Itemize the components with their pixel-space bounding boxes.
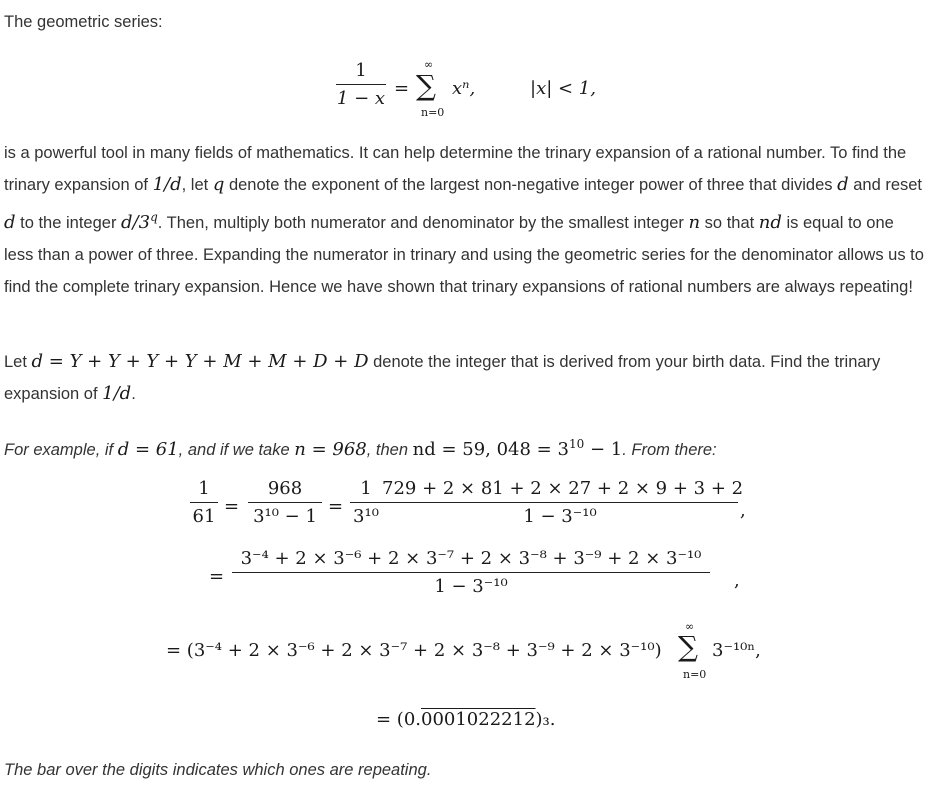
example-math-3: nd = 59, $048 = 3^{10} - 1$	[412, 437, 623, 460]
deriv-f3-num: 1	[360, 478, 372, 499]
para2-text-2: denote the integer that is derived from your birth data. Find the trinary expansion of	[4, 353, 881, 403]
para1-math-5: d/3$^q$	[121, 210, 158, 233]
deriv-f2-den: 3¹⁰ − 1	[253, 506, 317, 527]
para1-math-7: nd	[758, 212, 782, 233]
para1-math-3: d	[837, 174, 849, 195]
para1-text-8: is equal to one less than a power of three. Expanding the numerator in trinary and using the geometric series for the denominator allows us to find the complete trinary expansion. Hence we have shown that trinary expansions of rational numbers are always repeating!	[4, 214, 924, 296]
sigma-icon: ∑	[678, 630, 698, 663]
para1-text-7: so that	[700, 214, 759, 232]
para1-text-2: , let	[181, 176, 213, 194]
deriv-equals-2: =	[328, 496, 344, 517]
para1-math-1: 1/d	[152, 174, 182, 195]
repeating-note: The bar over the digits indicates which ones are repeating.	[4, 761, 432, 779]
result-suffix: )₃.	[535, 709, 556, 730]
series-lhs-fraction	[336, 60, 386, 109]
deriv-f4-den: 1 − 3⁻¹⁰	[523, 506, 597, 527]
series-lhs-denominator: 1 − x	[336, 88, 386, 109]
para2-text-3: .	[131, 385, 136, 403]
deriv-f1-num: 1	[198, 478, 210, 499]
para1-text-6: . Then, multiply both numerator and denominator by the smallest integer	[157, 214, 689, 232]
para1-text-4: and reset	[848, 176, 923, 194]
deriv-f2-num: 968	[267, 478, 303, 499]
deriv-f3-den: 3¹⁰	[353, 506, 379, 527]
series-condition: |x| < 1,	[530, 78, 596, 99]
para1-math-2: q	[212, 174, 225, 195]
example-text-1: For example, if	[4, 441, 118, 459]
result-prefix: = (0.	[376, 709, 421, 730]
series-equals: =	[394, 78, 410, 99]
sigma-icon: ∑	[416, 69, 436, 102]
para2-text-1: Let	[4, 353, 32, 371]
deriv-f5-num: 3⁻⁴ + 2 × 3⁻⁶ + 2 × 3⁻⁷ + 2 × 3⁻⁸ + 3⁻⁹ + 2 × 3⁻¹⁰	[240, 548, 702, 569]
deriv-f1-den: 61	[192, 506, 216, 527]
deriv-fraction-3	[350, 478, 382, 527]
example-text-4: . From there:	[622, 441, 717, 459]
deriv-f5-den: 1 − 3⁻¹⁰	[434, 576, 508, 597]
para1-math-4: d	[4, 212, 16, 233]
deriv-fraction-4	[382, 478, 744, 527]
deriv-sum-term: 3⁻¹⁰ⁿ,	[712, 640, 761, 661]
para1-math-6: n	[688, 212, 701, 233]
intro-text: The geometric series:	[4, 13, 163, 31]
series-lhs-numerator: 1	[355, 60, 367, 81]
repeating-digits: 0001022212	[421, 709, 536, 730]
deriv-line3-expression: = (3⁻⁴ + 2 × 3⁻⁶ + 2 × 3⁻⁷ + 2 × 3⁻⁸ + 3⁻⁹ + 2 × 3⁻¹⁰)	[166, 640, 662, 661]
explanation-paragraph	[4, 137, 926, 303]
deriv-comma-1: ,	[740, 500, 746, 521]
example-math-2: n = 968	[294, 439, 367, 460]
example-text-2: , and if we take	[178, 441, 295, 459]
series-term: xⁿ,	[452, 78, 476, 99]
deriv-equals-3: =	[209, 566, 225, 587]
deriv-comma-2: ,	[734, 570, 740, 591]
deriv-sum-lower: n=0	[683, 668, 707, 681]
example-paragraph	[4, 428, 926, 466]
deriv-f4-num: 729 + 2 × 81 + 2 × 27 + 2 × 9 + 3 + 2	[382, 478, 744, 499]
deriv-fraction-1	[190, 478, 218, 527]
deriv-sum-upper: ∞	[685, 620, 695, 633]
para2-math-2: 1/d	[102, 383, 132, 404]
para1-text-3: denote the exponent of the largest non-negative integer power of three that divides	[224, 176, 838, 194]
para2-math-1: d = Y + Y + Y + Y + M + M + D + D	[31, 351, 369, 372]
trinary-result	[376, 709, 556, 730]
deriv-fraction-5	[232, 548, 710, 597]
para1-text-5: to the integer	[15, 214, 122, 232]
series-sum-upper: ∞	[424, 58, 434, 71]
example-math-1: d = 61	[117, 439, 179, 460]
para1-text-1: is a powerful tool in many fields of mathematics. It can help determine the trinary expansion of a rational number. To find the trinary expansion of	[4, 144, 907, 194]
example-text-3: , then	[366, 441, 413, 459]
deriv-fraction-2	[248, 478, 322, 527]
series-sum-lower: n=0	[421, 106, 445, 119]
deriv-equals-1: =	[224, 496, 240, 517]
task-paragraph	[4, 346, 926, 410]
